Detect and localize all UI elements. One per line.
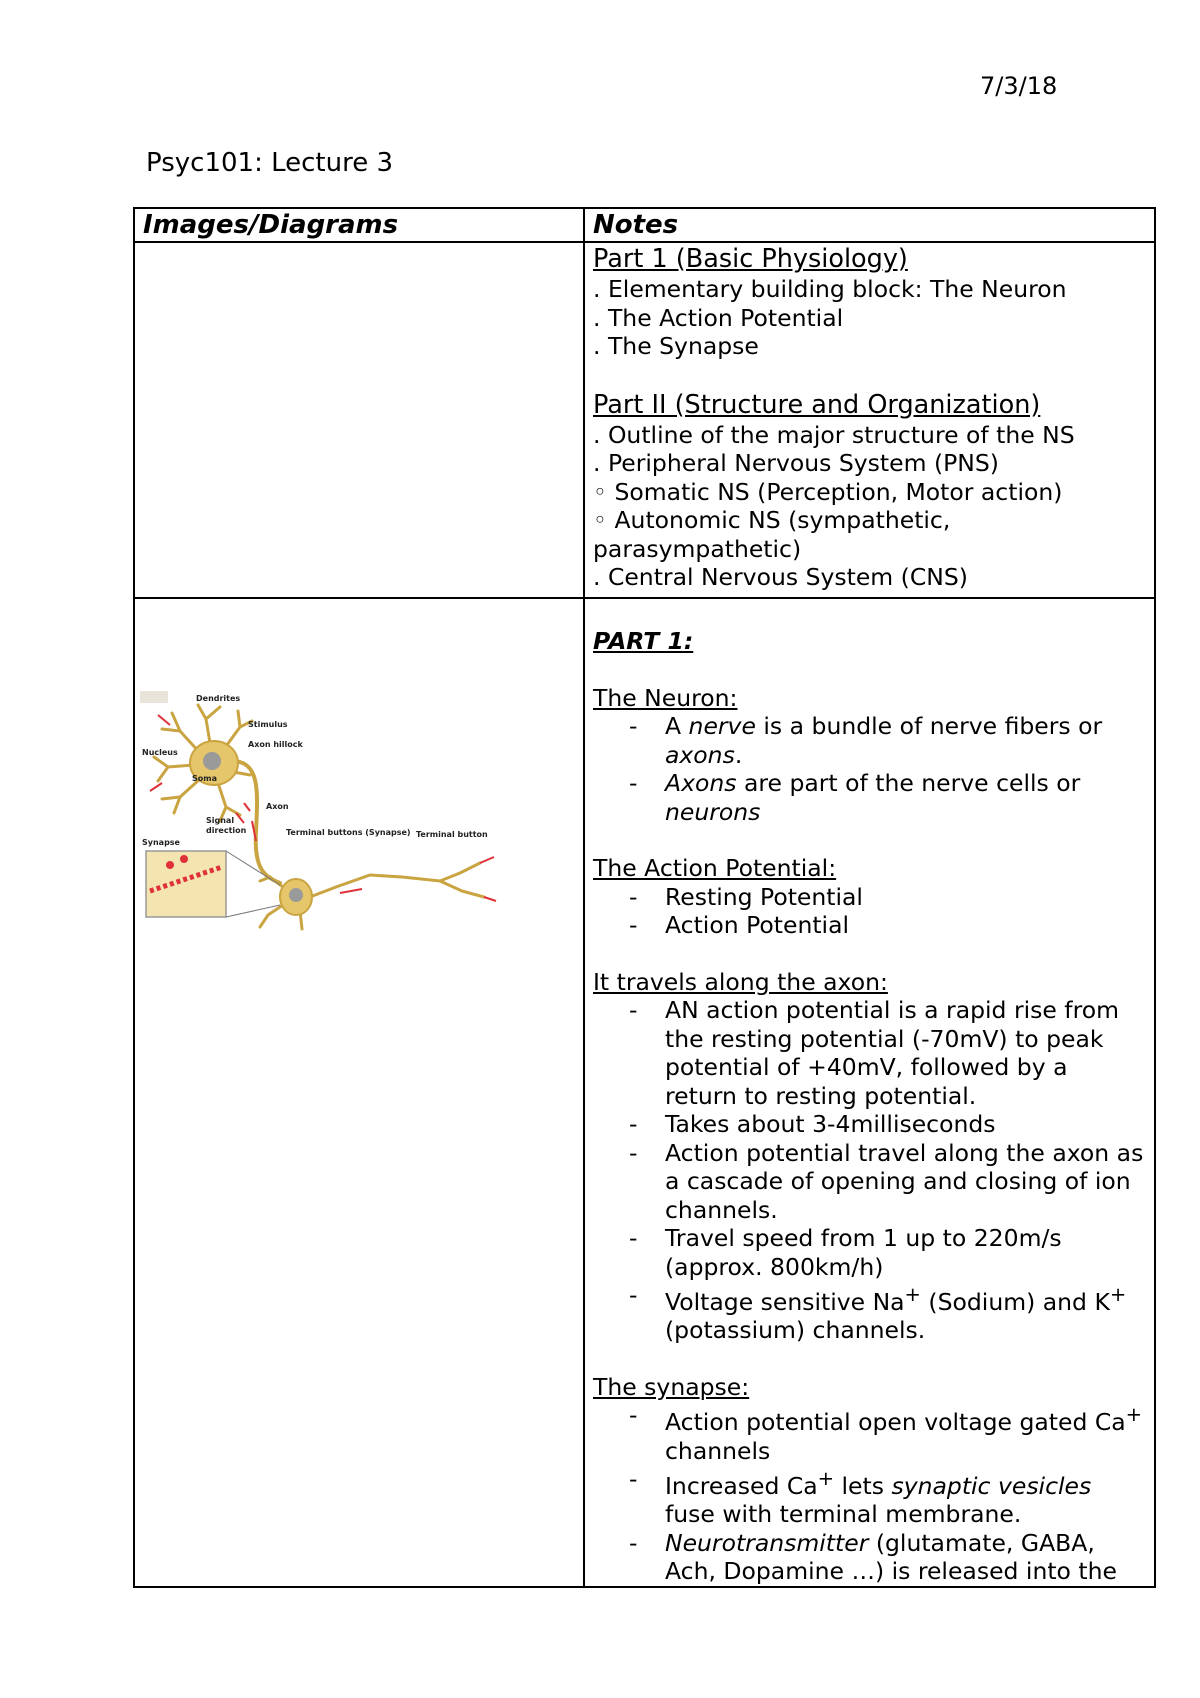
list-item: - Action Potential [593, 911, 1146, 940]
table-row [134, 598, 1155, 1587]
images-cell [134, 598, 584, 1587]
list-item: . Peripheral Nervous System (PNS) [593, 449, 999, 477]
list-item: - Axons are part of the nerve cells or neurons [593, 769, 1146, 826]
label-dendrites: Dendrites [196, 694, 241, 703]
list-item: ◦ Somatic NS (Perception, Motor action) [593, 477, 1063, 506]
label-terminal-buttons: Terminal buttons (Synapse) [286, 828, 411, 837]
sub-bullet-icon: ◦ [593, 477, 607, 506]
label-signal: Signal [206, 816, 235, 825]
notes-cell [584, 242, 1155, 598]
section-heading: Part 1 (Basic Physiology) [593, 244, 908, 274]
list-item: . Elementary building block: The Neuron [593, 275, 1067, 303]
list-item: - A nerve is a bundle of nerve fibers or axons. [593, 712, 1146, 769]
document-date: 7/3/18 [980, 72, 1058, 100]
list-item: . The Action Potential [593, 303, 844, 332]
label-synapse: Synapse [142, 838, 180, 847]
neuron-diagram [140, 691, 505, 931]
list-item: - Increased Ca+ lets synaptic vesicles fuse with terminal membrane. [593, 1465, 1146, 1529]
list-item: . Central Nervous System (CNS) [593, 563, 968, 591]
list-item: - Neurotransmitter (glutamate, GABA, Ach, Dopamine …) is released into the [593, 1529, 1146, 1586]
list-item: - Takes about 3-4milliseconds [593, 1110, 1146, 1139]
list-item: - Resting Potential [593, 883, 1146, 912]
label-direction: direction [206, 826, 247, 835]
header-row [134, 208, 1155, 242]
col-header-notes: Notes [584, 208, 1155, 242]
document-title: Psyc101: Lecture 3 [146, 148, 394, 178]
sub-bullet-icon: ◦ [593, 506, 607, 534]
notes-table [133, 207, 1156, 1588]
notes-cell [584, 598, 1155, 1587]
list-item: - Action potential open voltage gated Ca+ channels [593, 1401, 1146, 1465]
list-item: . The Synapse [593, 332, 759, 360]
list-item: - Travel speed from 1 up to 220m/s (approx. 800km/h) [593, 1224, 1146, 1281]
label-nucleus: Nucleus [142, 748, 178, 757]
list-item: - AN action potential is a rapid rise from the resting potential (-70mV) to peak potential of +40mV, followed by a return to resting potential. [593, 996, 1146, 1110]
subsection-heading: The Action Potential: [593, 854, 837, 882]
list-item: - Action potential travel along the axon as a cascade of opening and closing of ion channels. [593, 1139, 1146, 1225]
list-item: . Outline of the major structure of the NS [593, 420, 1075, 449]
section-heading: Part II (Structure and Organization) [593, 389, 1041, 420]
list-item: ◦ Autonomic NS (sympathetic, parasympathetic) [593, 506, 951, 563]
subsection-heading: It travels along the axon: [593, 967, 888, 996]
list-item: - Voltage sensitive Na+ (Sodium) and K+ (potassium) channels. [593, 1281, 1146, 1345]
subsection-heading: The Neuron: [593, 683, 738, 712]
images-cell [134, 242, 584, 598]
part-heading: PART 1: [593, 627, 694, 655]
label-axon: Axon [266, 802, 289, 811]
table-row [134, 242, 1155, 598]
col-header-images: Images/Diagrams [134, 208, 584, 242]
subsection-heading: The synapse: [593, 1372, 750, 1401]
label-terminal-button: Terminal button [416, 830, 488, 839]
label-soma: Soma [192, 774, 217, 783]
label-stimulus: Stimulus [248, 720, 288, 729]
label-axon-hillock: Axon hillock [248, 740, 303, 749]
